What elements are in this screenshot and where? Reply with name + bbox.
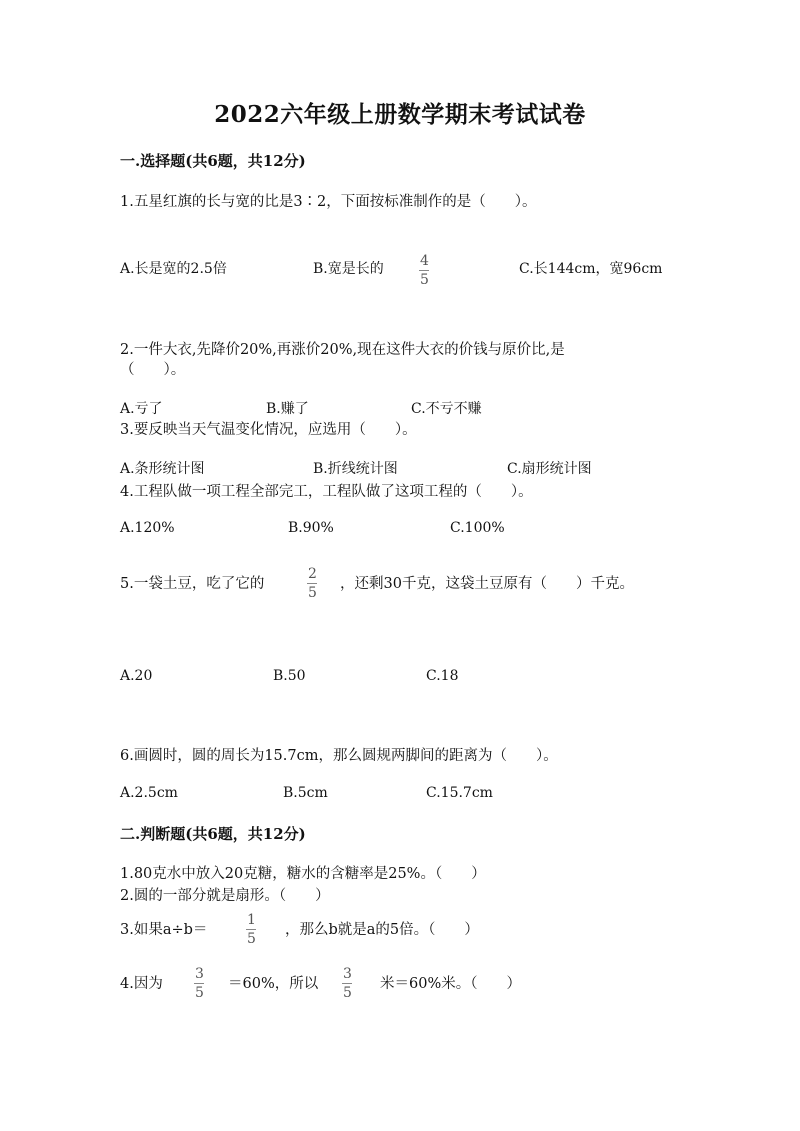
question-6-option-a: A.2.5cm [120,785,178,801]
question-4-option-c: C.100% [450,520,505,536]
judgement-4-text-pre: 4.因为 [120,976,163,992]
judgement-4-text-post: 米＝60%米。（ ） [380,976,521,992]
section-heading-judgement: 二.判断题(共6题，共12分) [120,825,306,843]
question-6-option-b: B.5cm [283,785,328,801]
question-1-text: 1.五星红旗的长与宽的比是3∶2，下面按标准制作的是（ ）。 [120,194,537,210]
fraction-numerator: 4 [420,253,429,269]
judgement-3-fraction [245,913,258,946]
question-5-option-b: B.50 [273,668,306,684]
question-4-option-a: A.120% [120,520,175,536]
question-2-text-line1: 2.一件大衣,先降价20%,再涨价20%,现在这件大衣的价钱与原价比,是 [120,342,565,358]
fraction-denominator: 5 [343,985,352,1001]
judgement-1-text: 1.80克水中放入20克糖，糖水的含糖率是25%。（ ） [120,866,486,882]
question-5-option-c: C.18 [426,668,459,684]
fraction-denominator: 5 [195,985,204,1001]
question-1-option-a: A.长是宽的2.5倍 [120,261,227,277]
judgement-3-text-post: ，那么b就是a的5倍。（ ） [285,922,479,938]
question-5-text-post: ，还剩30千克，这袋土豆原有（ ）千克。 [340,576,634,592]
question-1-option-b: B.宽是长的 [313,261,384,277]
question-2-option-b: B.赚了 [266,401,309,417]
question-1-fraction [418,254,431,287]
fraction-denominator: 5 [308,585,317,601]
question-2-text-line2: （ ）。 [120,362,186,378]
page-title: 2022六年级上册数学期末考试试卷 [214,101,586,128]
question-5-text-pre: 5.一袋土豆，吃了它的 [120,576,265,592]
judgement-3-text-pre: 3.如果a÷b＝ [120,922,208,938]
question-4-option-b: B.90% [288,520,334,536]
question-3-option-c: C.扇形统计图 [507,461,592,477]
fraction-numerator: 2 [308,566,317,582]
fraction-denominator: 5 [420,272,429,288]
question-6-text: 6.画圆时，圆的周长为15.7cm，那么圆规两脚间的距离为（ ）。 [120,748,558,764]
judgement-4-fraction-2 [341,967,354,1000]
fraction-numerator: 1 [247,912,256,928]
fraction-numerator: 3 [195,966,204,982]
question-2-option-c: C.不亏不赚 [411,401,482,417]
question-3-text: 3.要反映当天气温变化情况，应选用（ ）。 [120,422,417,438]
question-4-text: 4.工程队做一项工程全部完工，工程队做了这项工程的（ ）。 [120,484,533,500]
question-6-option-c: C.15.7cm [426,785,493,801]
question-1-option-c: C.长144cm，宽96cm [519,261,663,277]
question-5-option-a: A.20 [120,668,153,684]
judgement-2-text: 2.圆的一部分就是扇形。（ ） [120,888,330,904]
question-3-option-b: B.折线统计图 [313,461,398,477]
question-5-fraction [306,567,319,600]
judgement-4-fraction-1 [193,967,206,1000]
judgement-4-text-mid: ＝60%，所以 [228,976,319,992]
question-3-option-a: A.条形统计图 [120,461,205,477]
section-heading-choice: 一.选择题(共6题，共12分) [120,152,306,170]
fraction-numerator: 3 [343,966,352,982]
question-2-option-a: A.亏了 [120,401,163,417]
fraction-denominator: 5 [247,931,256,947]
